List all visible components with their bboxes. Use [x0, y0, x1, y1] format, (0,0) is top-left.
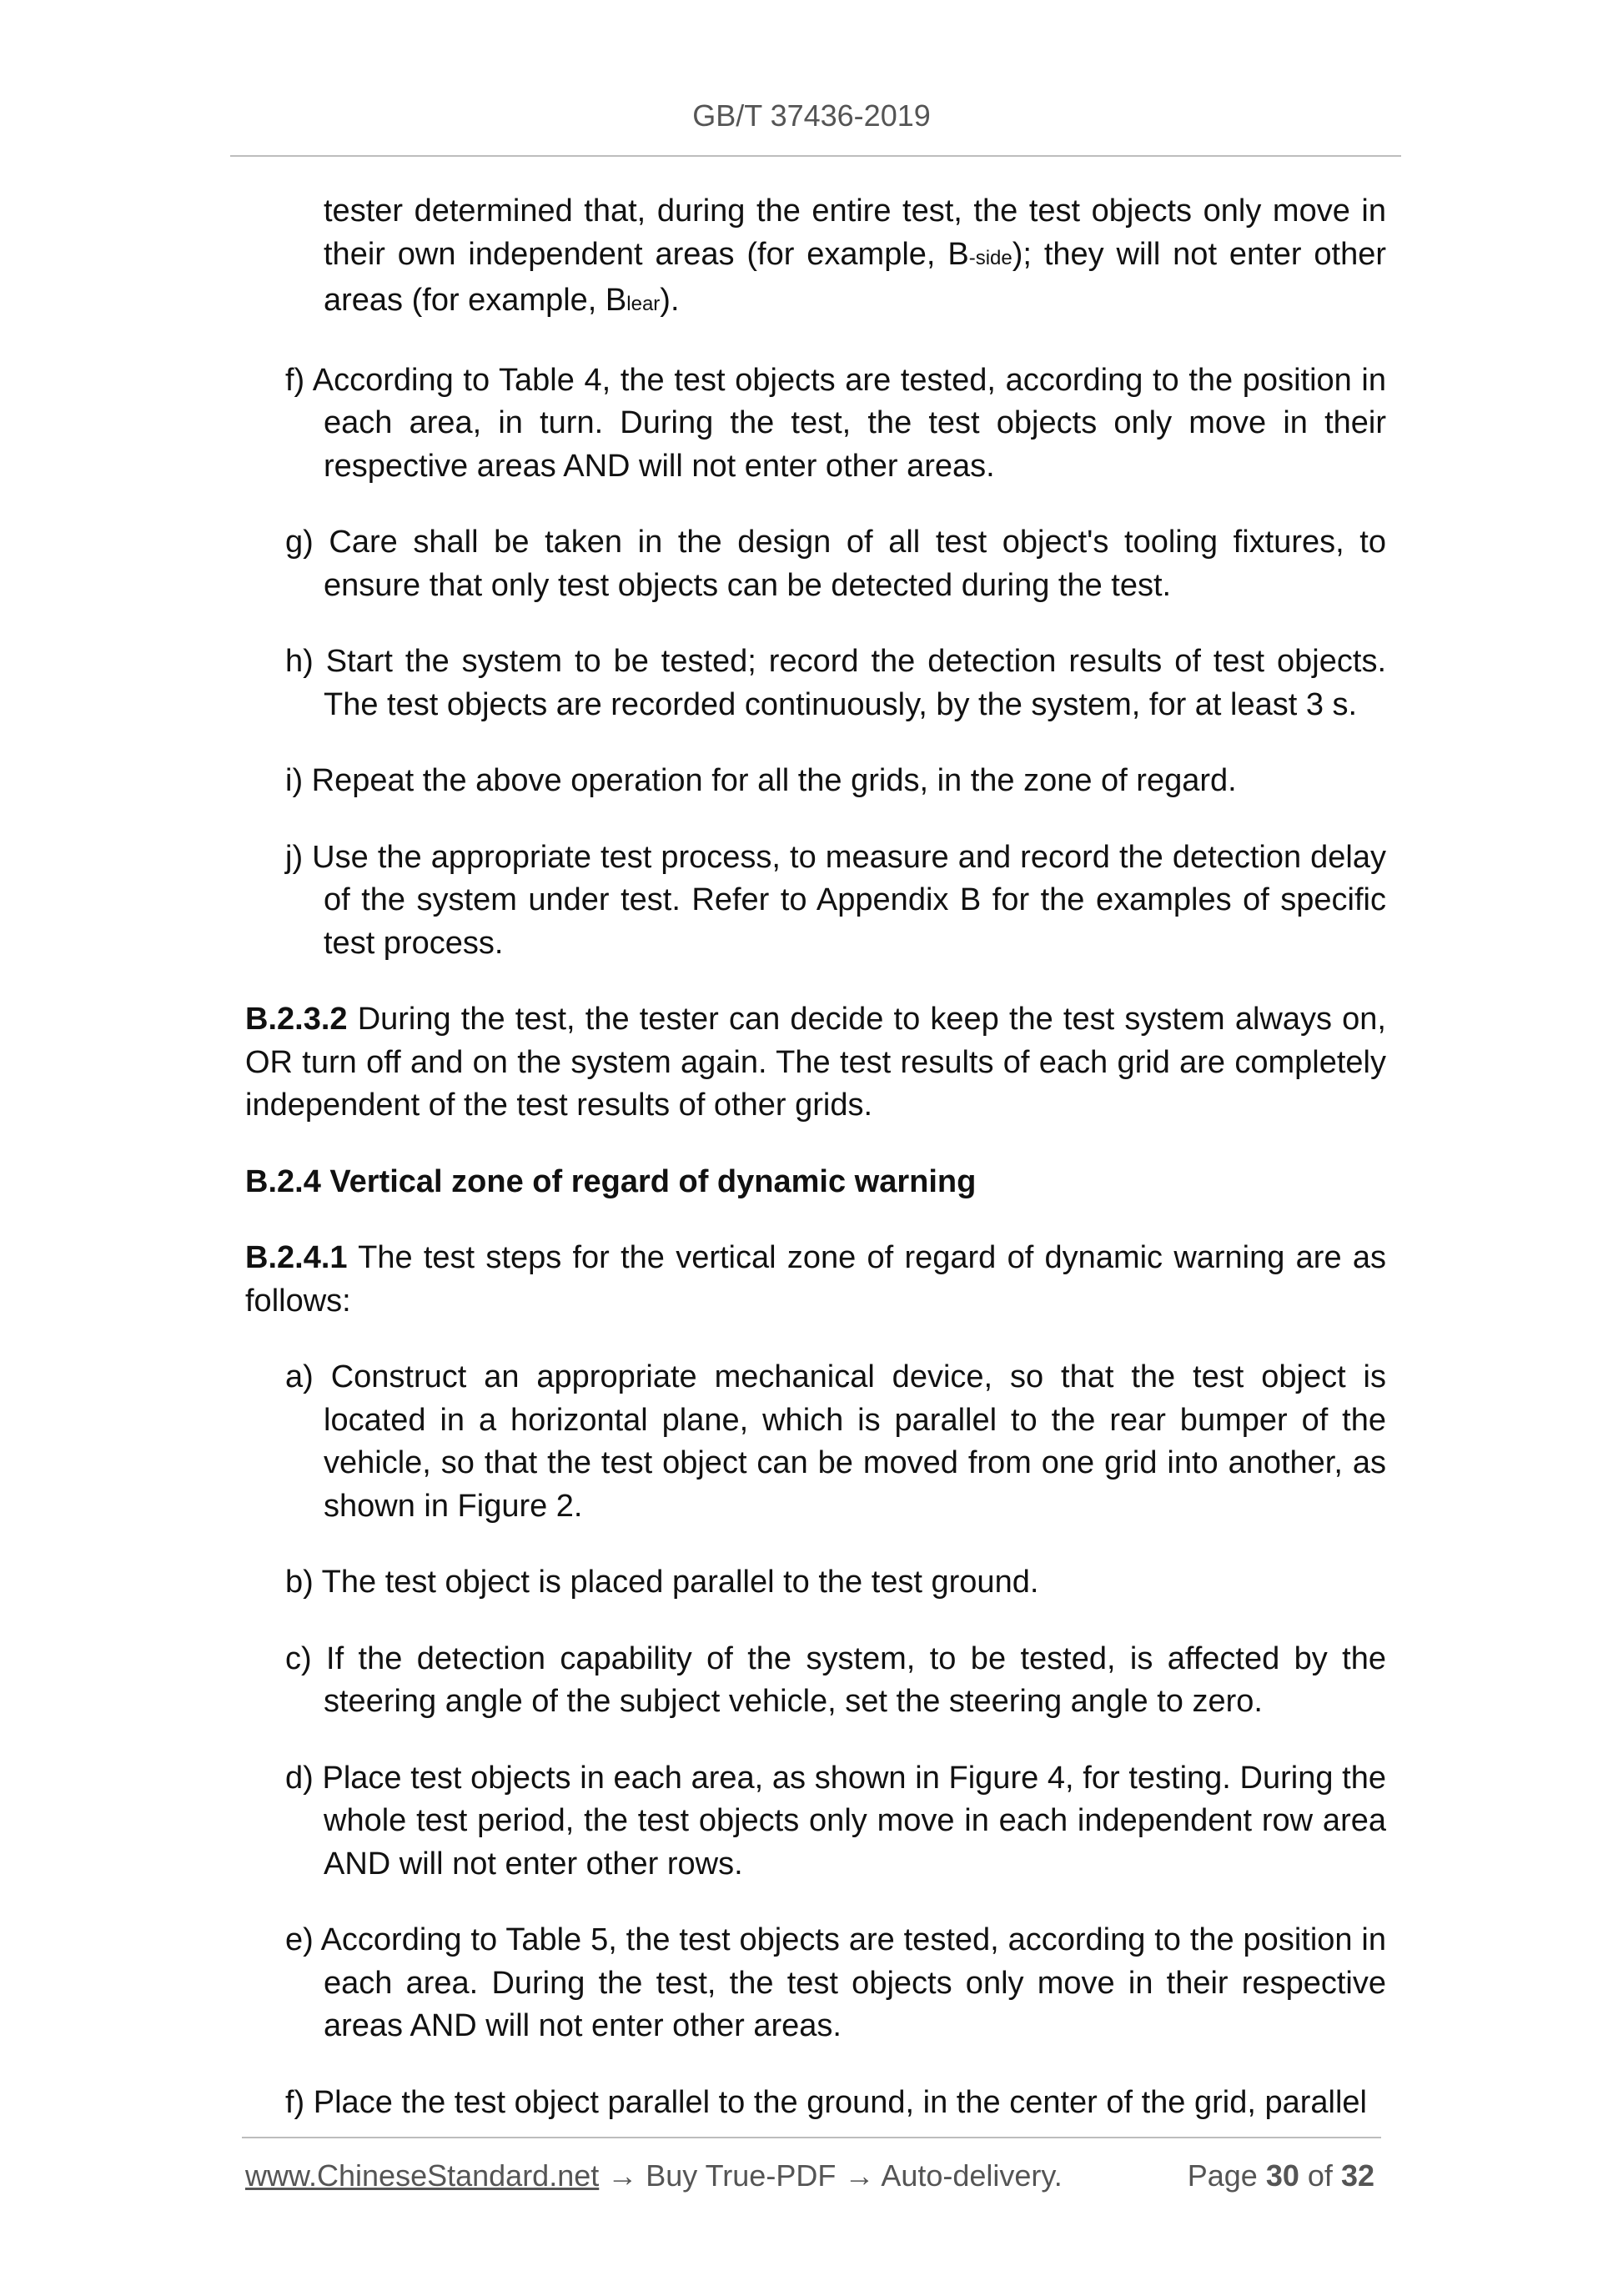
- page-total: 32: [1340, 2158, 1374, 2193]
- page-label: Page: [1187, 2158, 1258, 2193]
- document-footer: [245, 2158, 1381, 2193]
- section-heading-b2-4: B.2.4 Vertical zone of regard of dynamic warning: [245, 1163, 977, 1199]
- clause-b2-3-2: B.2.3.2 During the test, the tester can decide to keep the test system always on, OR turn off and on the system again. The test results of each grid are completely independent of the test results of other grids.: [245, 1002, 1386, 1123]
- list-item-f: f) According to Table 4, the test objects are tested, according to the position in each area, in turn. During the test, the test objects only move in their respective areas AND will not enter other areas.: [285, 362, 1386, 484]
- page-current: 30: [1265, 2158, 1299, 2193]
- document-id: GB/T 37436-2019: [692, 98, 931, 133]
- list-item-c: c) If the detection capability of the system, to be tested, is affected by the steering angle of the subject vehicle, set the steering angle to zero.: [285, 1640, 1386, 1719]
- list-item-i: i) Repeat the above operation for all the grids, in the zone of regard.: [285, 763, 1237, 798]
- footer-divider: [242, 2137, 1381, 2138]
- list-item-h: h) Start the system to be tested; record the detection results of test objects. The test objects are recorded continuously, by the system, for at least 3 s.: [285, 644, 1386, 722]
- list-item-g: g) Care shall be taken in the design of all test object's tooling fixtures, to ensure that only test objects can be detected during the test.: [285, 525, 1386, 603]
- page-of: of: [1307, 2158, 1333, 2193]
- subscript-lear: lear: [626, 293, 661, 315]
- item-e-continuation: tester determined that, during the entire test, the test objects only move in their own independent areas (for example, B-side); they will not enter other areas (for example, Blear).: [324, 193, 1386, 318]
- website-link[interactable]: www.ChineseStandard.net: [245, 2158, 600, 2193]
- clause-number: B.2.4.1: [245, 1240, 348, 1275]
- clause-number: B.2.3.2: [245, 1002, 348, 1037]
- list-item-e: e) According to Table 5, the test objects are tested, according to the position in each area. During the test, the test objects only move in their respective areas AND will not enter other areas.: [285, 1922, 1386, 2043]
- subscript-side: -side: [968, 246, 1012, 269]
- footer-promo: → Buy True-PDF → Auto-delivery.: [599, 2158, 1063, 2193]
- header-divider: [230, 155, 1401, 157]
- page-body: [245, 190, 1386, 2158]
- list-item-a: a) Construct an appropriate mechanical device, so that the test object is located in a horizontal plane, which is parallel to the rear bumper of the vehicle, so that the test object can be moved from one grid into another, as shown in Figure 2.: [285, 1359, 1386, 1524]
- list-item-f-partial: f) Place the test object parallel to the ground, in the center of the grid, parallel: [285, 2084, 1367, 2120]
- list-item-d: d) Place test objects in each area, as shown in Figure 4, for testing. During the whole test period, the test objects only move in each independent row area AND will not enter other rows.: [285, 1760, 1386, 1882]
- document-header: [0, 98, 1623, 133]
- list-item-b: b) The test object is placed parallel to the test ground.: [285, 1565, 1039, 1600]
- clause-b2-4-1: B.2.4.1 The test steps for the vertical zone of regard of dynamic warning are as follows:: [245, 1240, 1386, 1319]
- list-item-j: j) Use the appropriate test process, to measure and record the detection delay of the system under test. Refer to Appendix B for the examples of specific test process.: [285, 839, 1386, 961]
- page-indicator: [1188, 2158, 1374, 2193]
